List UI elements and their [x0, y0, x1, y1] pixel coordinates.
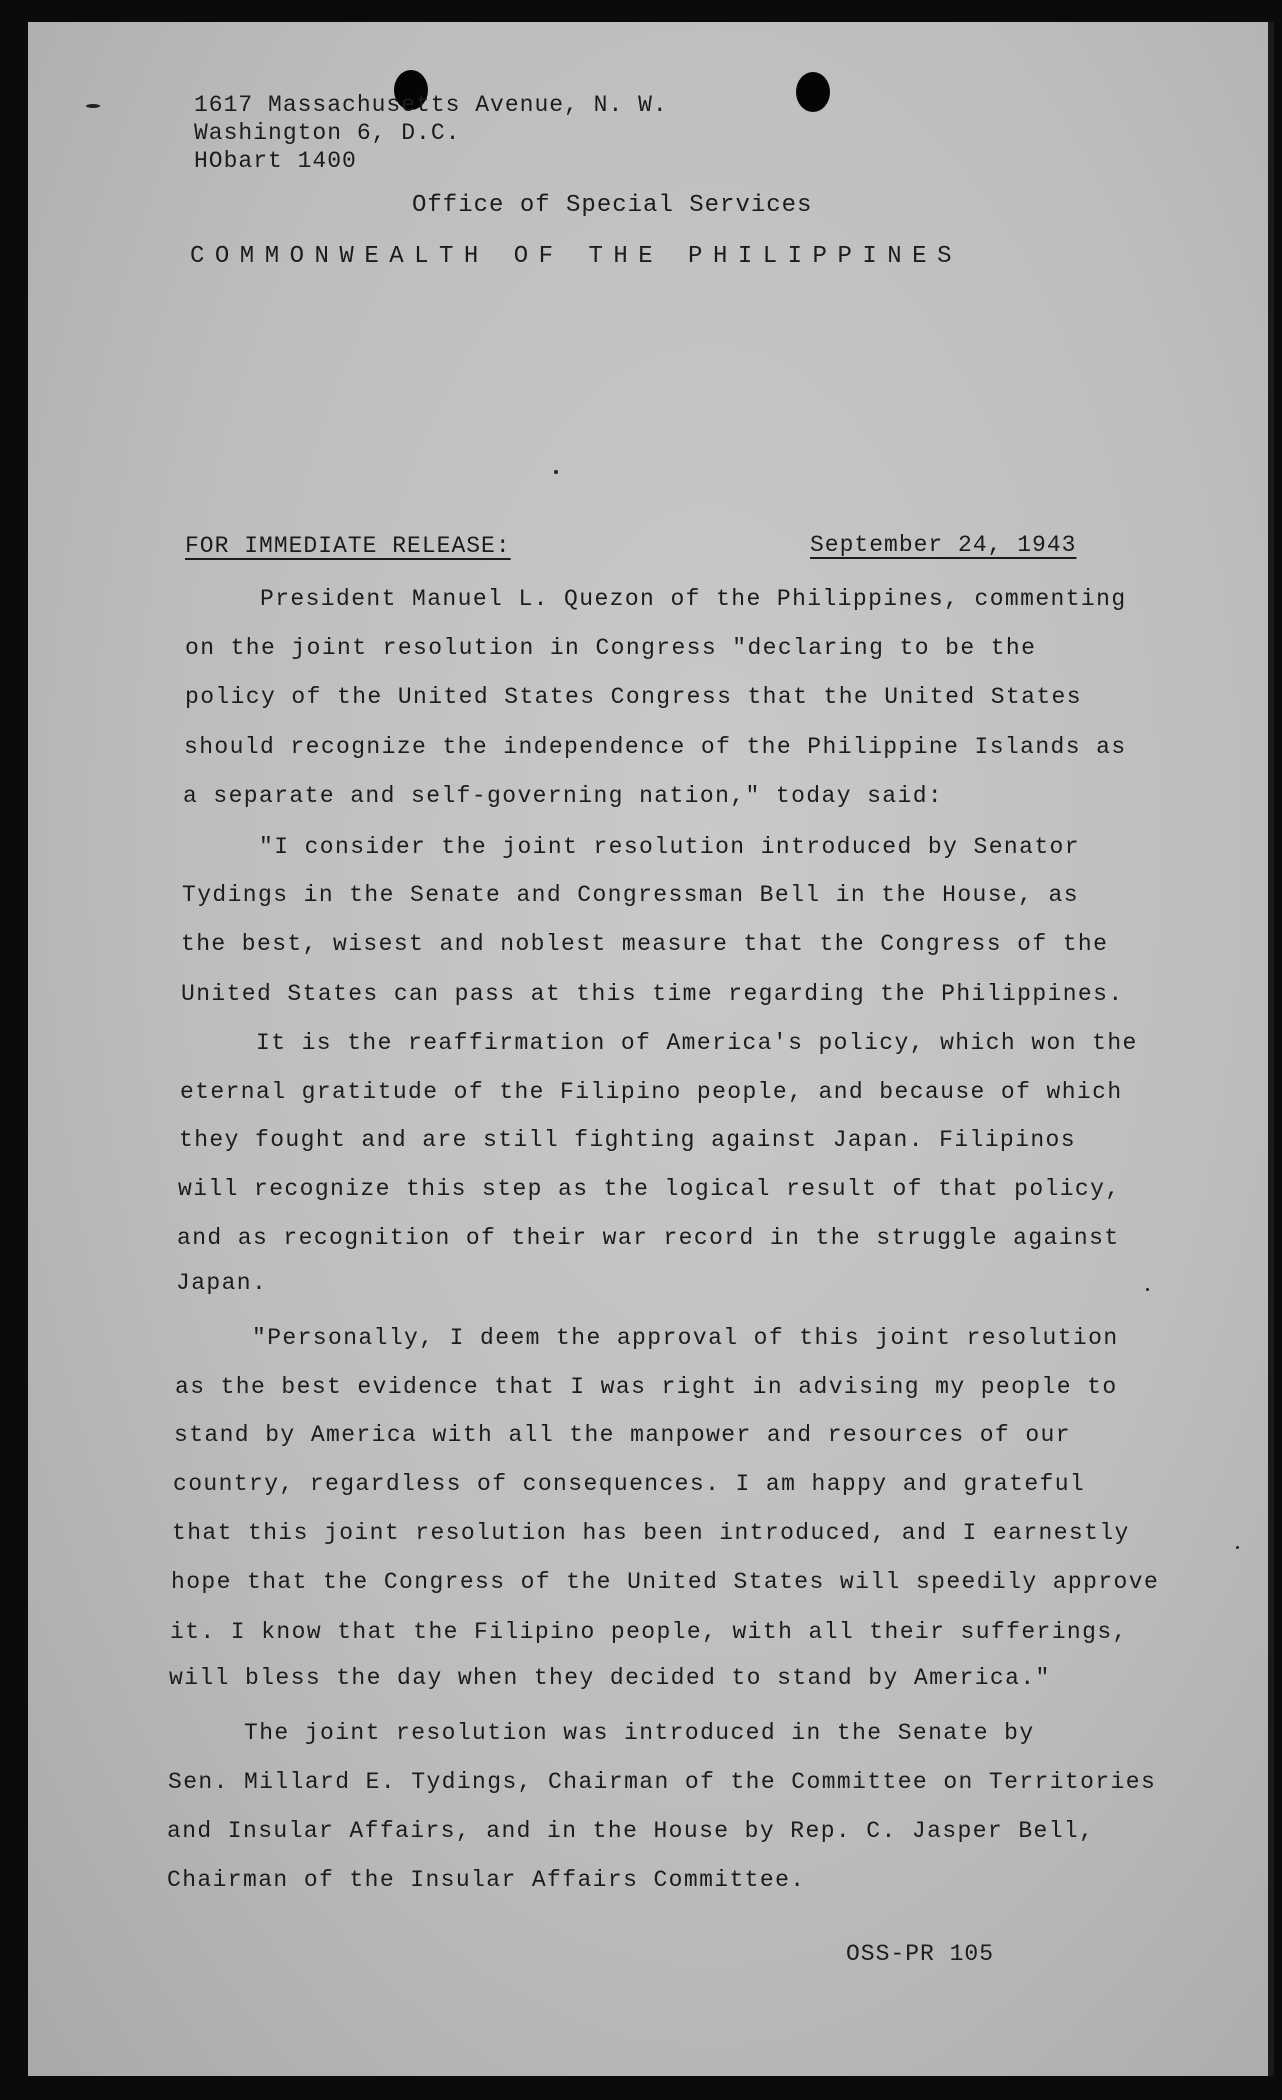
address-line-1: 1617 Massachusetts Avenue, N. W.: [194, 92, 668, 118]
punch-hole-right: [796, 72, 830, 112]
body-line: will bless the day when they decided to stand by America.": [169, 1665, 1051, 1691]
body-line: the best, wisest and noblest measure that the Congress of the: [181, 931, 1109, 957]
body-line: It is the reaffirmation of America's policy, which won the: [256, 1030, 1138, 1056]
body-line: Japan.: [176, 1270, 268, 1296]
office-title: Office of Special Services: [412, 192, 813, 219]
phone-line: HObart 1400: [194, 148, 357, 174]
body-line: policy of the United States Congress that the United States: [185, 684, 1082, 710]
body-line: should recognize the independence of the Philippine Islands as: [184, 734, 1127, 760]
body-line: they fought and are still fighting against Japan. Filipinos: [179, 1127, 1076, 1153]
body-line: Chairman of the Insular Affairs Committee.: [167, 1867, 806, 1893]
body-line: Tydings in the Senate and Congressman Bell in the House, as: [182, 882, 1079, 908]
body-line: eternal gratitude of the Filipino people, and because of which: [180, 1079, 1123, 1105]
address-line-2: Washington 6, D.C.: [194, 120, 461, 146]
body-line: United States can pass at this time regarding the Philippines.: [181, 981, 1124, 1007]
body-line: as the best evidence that I was right in advising my people to: [175, 1374, 1118, 1400]
commonwealth-title: COMMONWEALTH OF THE PHILIPPINES: [190, 243, 962, 270]
body-line: will recognize this step as the logical result of that policy,: [178, 1176, 1121, 1202]
body-line: and Insular Affairs, and in the House by Rep. C. Jasper Bell,: [167, 1818, 1095, 1844]
document-reference: OSS-PR 105: [846, 1941, 995, 1967]
scan-speck: [554, 470, 558, 474]
body-line: country, regardless of consequences. I am happy and grateful: [173, 1471, 1086, 1497]
body-line: The joint resolution was introduced in the Senate by: [244, 1720, 1035, 1746]
body-line: "Personally, I deem the approval of this joint resolution: [252, 1325, 1119, 1351]
release-label: FOR IMMEDIATE RELEASE:: [185, 533, 511, 559]
body-line: that this joint resolution has been introduced, and I earnestly: [172, 1520, 1130, 1546]
scan-speck: [86, 104, 100, 108]
body-line: "I consider the joint resolution introduced by Senator: [259, 834, 1080, 860]
body-line: and as recognition of their war record in the struggle against: [177, 1225, 1120, 1251]
scan-speck: [1146, 1288, 1149, 1291]
body-line: President Manuel L. Quezon of the Philippines, commenting: [260, 586, 1127, 612]
body-line: stand by America with all the manpower and resources of our: [174, 1422, 1071, 1448]
body-line: a separate and self-governing nation," today said:: [183, 783, 944, 809]
body-line: Sen. Millard E. Tydings, Chairman of the Committee on Territories: [168, 1769, 1157, 1795]
release-date: September 24, 1943: [810, 532, 1077, 558]
body-line: on the joint resolution in Congress "declaring to be the: [185, 635, 1037, 661]
scan-speck: [1236, 1546, 1239, 1549]
body-line: hope that the Congress of the United States will speedily approve: [171, 1569, 1160, 1595]
body-line: it. I know that the Filipino people, with all their sufferings,: [170, 1619, 1128, 1645]
